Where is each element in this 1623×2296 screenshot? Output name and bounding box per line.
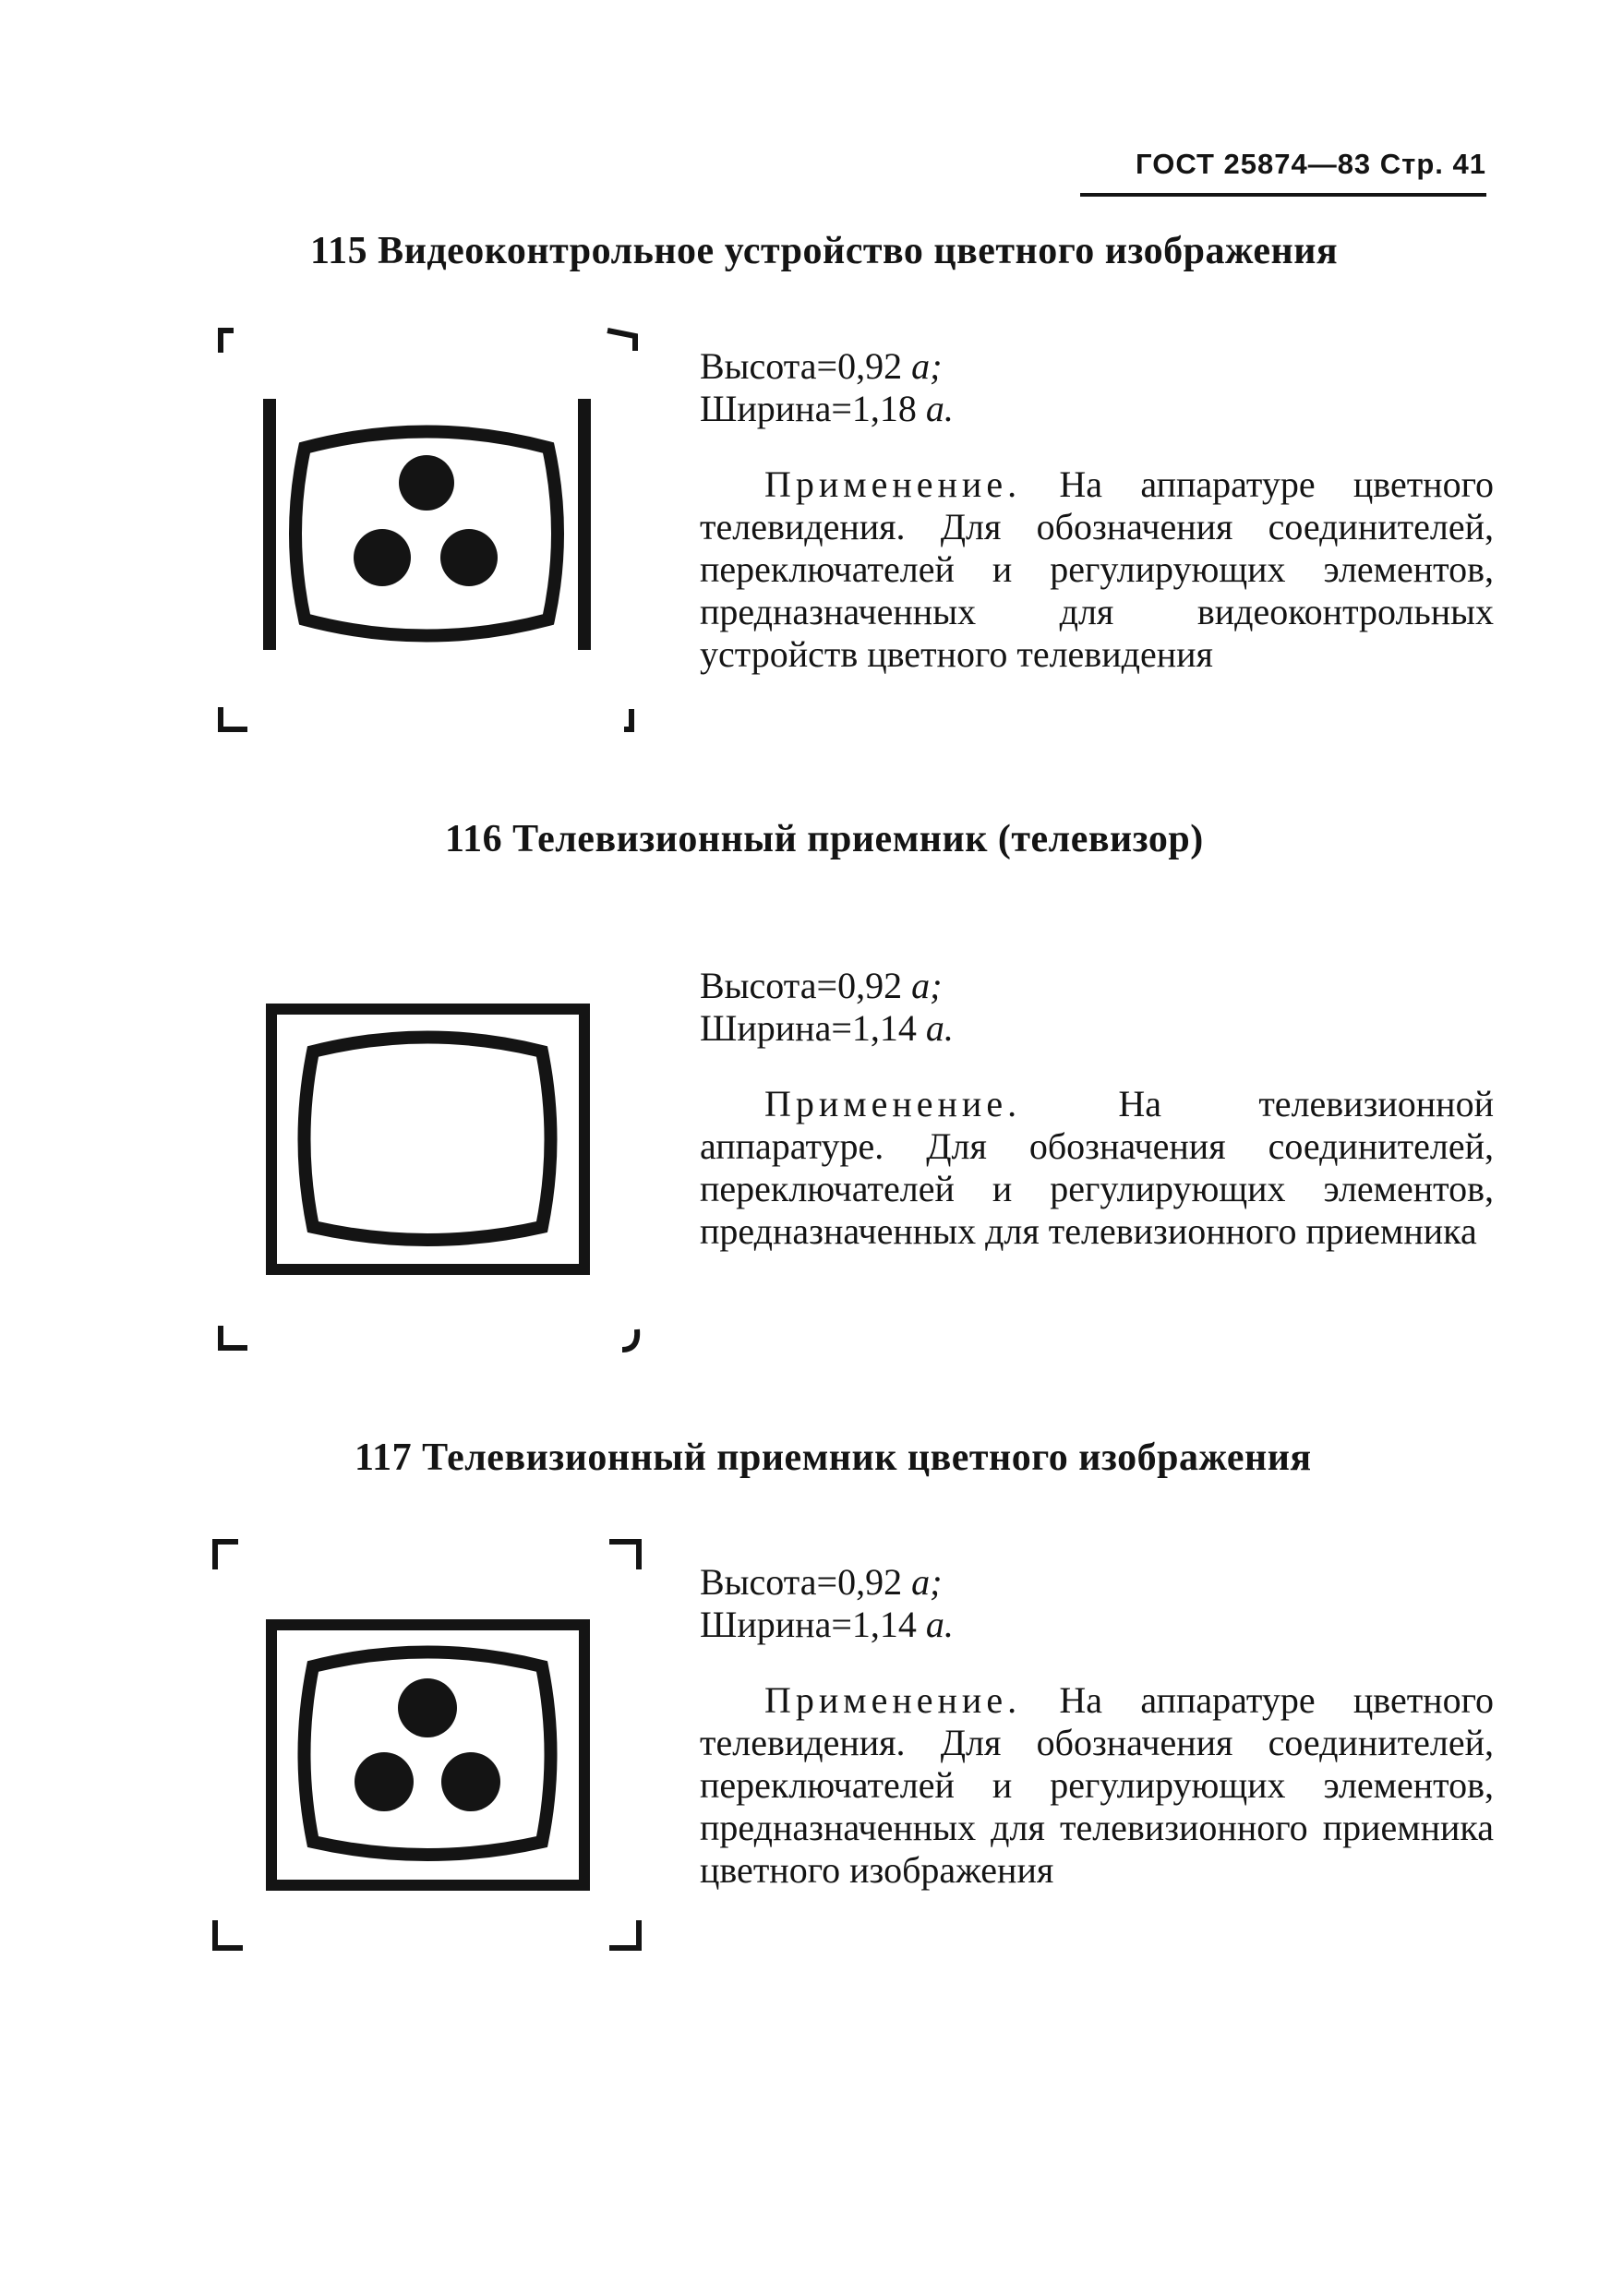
corner-mark-116-bottom-right xyxy=(622,1329,637,1350)
symbol-117-tv-receiver-color xyxy=(271,1625,584,1885)
section-115-title: 115 Видеоконтрольное устройство цветного изображения xyxy=(310,230,1339,272)
corner-mark-115-bottom-right xyxy=(624,709,631,729)
corner-mark-117-bottom-right xyxy=(609,1920,639,1948)
section-117-width: Ширина=1,14 a. xyxy=(700,1604,954,1645)
corner-mark-117-top-right xyxy=(609,1542,639,1569)
section-115-description: Применение. На аппаратуре цветного телевидения. Для обозначения соединителей, переключателей и регулирующих элементов, предназначенных для видеоконтрольных устройств цветного телевидения xyxy=(700,463,1494,675)
section-117-description: Применение. На аппаратуре цветного телевидения. Для обозначения соединителей, переключателей и регулирующих элементов, предназначенных для телевизионного приемника цветного изображения xyxy=(700,1679,1494,1891)
dot-left xyxy=(354,529,411,586)
section-115-height: Высота=0,92 a; xyxy=(700,345,943,387)
section-116-description: Применение. На телевизионной аппаратуре. Для обозначения соединителей, переключателей и регулирующих элементов, предназначенных для телевизионного приемника xyxy=(700,1083,1494,1252)
section-117-title: 117 Телевизионный приемник цветного изображения xyxy=(355,1437,1312,1479)
dot-right xyxy=(440,529,498,586)
symbol-115-video-monitor-color xyxy=(263,399,591,650)
side-bar-right xyxy=(578,399,591,650)
section-115-width: Ширина=1,18 a. xyxy=(700,388,954,429)
corner-mark-117-top-left xyxy=(215,1542,238,1569)
section-117-height: Высота=0,92 a; xyxy=(700,1561,943,1603)
symbol-116-tv-receiver xyxy=(271,1009,584,1269)
dot-right xyxy=(441,1752,500,1811)
page-header: ГОСТ 25874—83 Стр. 41 xyxy=(1136,148,1486,180)
corner-mark-115-bottom-left xyxy=(221,707,247,729)
corner-mark-115-top-left xyxy=(221,331,234,353)
section-116-width: Ширина=1,14 a. xyxy=(700,1007,954,1049)
section-116-height: Высота=0,92 a; xyxy=(700,965,943,1006)
corner-mark-117-bottom-left xyxy=(215,1920,243,1948)
corner-mark-115-top-right xyxy=(607,331,635,351)
screen-outline xyxy=(305,1038,551,1241)
dot-left xyxy=(355,1752,414,1811)
corner-mark-116-bottom-left xyxy=(221,1326,247,1348)
dot-top xyxy=(398,1678,457,1737)
section-116-title: 116 Телевизионный приемник (телевизор) xyxy=(445,818,1204,860)
dot-top xyxy=(399,455,454,511)
side-bar-left xyxy=(263,399,276,650)
